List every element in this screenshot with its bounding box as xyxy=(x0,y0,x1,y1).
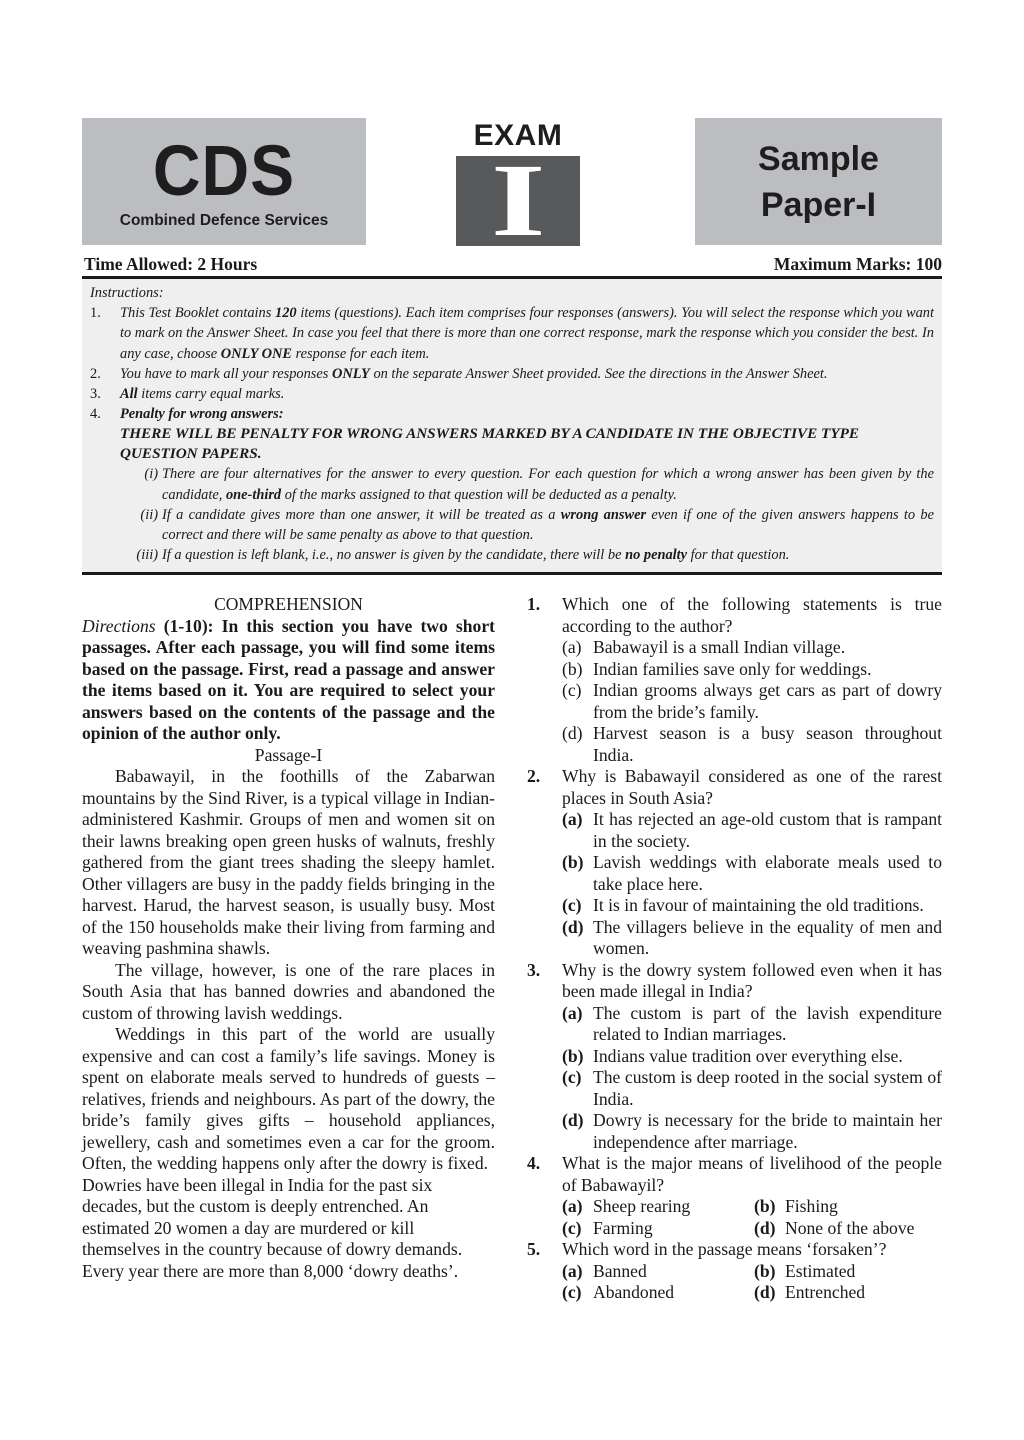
instruction-item xyxy=(90,364,934,384)
instruction-item xyxy=(90,404,934,424)
option-label: (b) xyxy=(754,1260,776,1281)
question-text: Why is Babawayil considered as one of the rarest places in South Asia? xyxy=(562,766,942,808)
exam-label: EXAM xyxy=(473,119,563,152)
passage-title: Passage-I xyxy=(254,744,323,765)
instruction-bold: ONLY xyxy=(332,365,370,382)
option[interactable] xyxy=(562,852,942,895)
sub-item-text: for that question. xyxy=(687,547,790,564)
directions-label: Directions xyxy=(82,615,156,636)
penalty-sub-item xyxy=(90,505,934,545)
maximum-marks: Maximum Marks: 100 xyxy=(773,254,942,274)
options-grid xyxy=(562,1261,942,1304)
option-label: (a) xyxy=(562,1260,583,1281)
question-text: Why is the dowry system followed even when it has been made illegal in India? xyxy=(562,959,942,1001)
option[interactable] xyxy=(562,1110,942,1153)
sub-item-number: (ii) xyxy=(140,506,158,523)
question-text: Which one of the following statements is true according to the author? xyxy=(562,594,942,636)
question-2 xyxy=(527,766,942,960)
option-label: (c) xyxy=(562,680,582,700)
option-label: (d) xyxy=(754,1282,776,1302)
option-text: Indian families save only for weddings. xyxy=(593,658,872,679)
question-number: 3. xyxy=(527,959,541,980)
question-number: 4. xyxy=(527,1153,541,1173)
question-4 xyxy=(527,1153,942,1239)
option-text: Entrenched xyxy=(785,1282,866,1302)
option-text: It has rejected an age-old custom that is rampant in the society. xyxy=(593,809,942,851)
question-text: Which word in the passage means ‘forsaken’? xyxy=(562,1239,887,1259)
sub-item-text: If a candidate gives more than one answer, it will be treated as a xyxy=(162,506,561,523)
sample-paper-title-line2: Paper-I xyxy=(760,186,877,224)
option-label: (c) xyxy=(562,1067,582,1087)
option-label: (b) xyxy=(754,1196,776,1216)
question-5 xyxy=(527,1239,942,1304)
option[interactable] xyxy=(562,1218,754,1240)
instruction-bold: 120 xyxy=(275,305,297,322)
question-3 xyxy=(527,960,942,1154)
instruction-item xyxy=(90,384,934,404)
option-text: Fishing xyxy=(785,1196,838,1216)
option[interactable] xyxy=(562,723,942,766)
option[interactable] xyxy=(562,1196,754,1218)
option[interactable] xyxy=(562,1003,942,1046)
exam-numeral-box xyxy=(456,143,580,258)
cds-subtitle: Combined Defence Services xyxy=(119,212,329,229)
instruction-text: on the separate Answer Sheet provided. See the directions in the Answer Sheet. xyxy=(369,365,828,382)
directions xyxy=(82,616,495,745)
option-label: (b) xyxy=(562,1045,584,1066)
option-text: Indians value tradition over everything else. xyxy=(593,1045,903,1066)
option[interactable] xyxy=(562,637,942,659)
option[interactable] xyxy=(562,1282,754,1304)
option-text: Harvest season is a busy season throughout India. xyxy=(593,723,942,765)
penalty-sub-item xyxy=(90,545,934,565)
passage-paragraph: Weddings in this part of the world are usually expensive and can cost a family’s life savings. Money is spent on elaborate meals served to hundreds of guests – relatives, friends and neighbours. As part of the dowry, the bride’s family gives gifts – household appliances, jewellery, cash and sometimes even a car for the groom. Often, the wedding happens only after the dowry is fixed. xyxy=(82,1024,495,1173)
instruction-text: items (questions). Each item comprises four responses (answers). You will select the response which you want to mark on the Answer Sheet. In case you feel that there is more than one correct response, mark the response which you consider the best. In any case, choose xyxy=(120,305,934,362)
question-number: 1. xyxy=(527,594,541,614)
option[interactable] xyxy=(754,1218,942,1240)
instructions-box xyxy=(82,279,942,572)
option-text: It is in favour of maintaining the old traditions. xyxy=(593,895,924,915)
sub-item-text: even if one of the given answers happens to be correct and there will be same penalty as above to that question. xyxy=(162,506,935,544)
option[interactable] xyxy=(754,1261,942,1283)
instruction-text: You have to mark all your responses xyxy=(120,365,332,382)
option-label: (c) xyxy=(562,895,582,915)
passage-paragraph: Babawayil, in the foothills of the Zabarwan mountains by the Sind River, is a typical village in Indian-administered Kashmir. Groups of men and women sit on their lawns breaking open green husks of walnuts, freshly gathered from the giant trees shading the sleepy hamlet. Other villagers are busy in the paddy fields bringing in the harvest. Harud, the harvest season, is usually busy. Most of the 150 households make their living from farming and weaving pashmina shawls. xyxy=(82,766,495,958)
option-label: (d) xyxy=(562,723,583,743)
time-allowed: Time Allowed: 2 Hours xyxy=(84,254,258,274)
sub-item-number: (i) xyxy=(144,466,158,483)
penalty-sub-item xyxy=(90,464,934,504)
option[interactable] xyxy=(562,895,942,917)
sample-paper-box xyxy=(695,118,942,245)
instruction-text: This Test Booklet contains xyxy=(120,305,276,322)
question-number: 2. xyxy=(527,766,541,786)
instruction-item xyxy=(90,303,934,364)
option-label: (d) xyxy=(562,916,584,937)
option-text: Indian grooms always get cars as part of dowry from the bride’s family. xyxy=(593,680,942,722)
option-label: (d) xyxy=(562,1110,584,1130)
sub-item-text: If a question is left blank, i.e., no answer is given by the candidate, there will be xyxy=(162,547,626,564)
option[interactable] xyxy=(562,917,942,960)
options-grid xyxy=(562,1196,942,1239)
sample-paper-title-line1: Sample xyxy=(758,140,879,178)
instruction-bold: ONLY ONE xyxy=(220,345,292,362)
instruction-number: 2. xyxy=(90,365,101,382)
instruction-bold: All xyxy=(120,386,138,403)
sub-item-text: There are four alternatives for the answer to every question. For each question for which a wrong answer has been given by the candidate, xyxy=(162,466,934,503)
sub-item-bold: wrong answer xyxy=(560,506,647,523)
option-label: (a) xyxy=(562,637,582,657)
sub-item-number: (iii) xyxy=(136,547,158,564)
question-text: What is the major means of livelihood of the people of Babawayil? xyxy=(562,1153,942,1195)
passage-paragraph: The village, however, is one of the rare places in South Asia that has banned dowries and abandoned the custom of throwing lavish weddings. xyxy=(82,959,495,1023)
directions-text: (1-10): In this section you have two short passages. After each passage, you will find some items based on the passage. First, read a passage and answer the items based on it. You are required to select your answers based on the contents of the passage and the opinion of the author only. xyxy=(82,615,495,743)
sub-item-bold: one-third xyxy=(225,486,282,503)
option-label: (b) xyxy=(562,658,583,679)
option[interactable] xyxy=(562,659,942,681)
penalty-heading: Penalty for wrong answers: xyxy=(120,406,284,423)
sample-paper-title xyxy=(695,136,942,228)
instruction-text: items carry equal marks. xyxy=(137,386,285,403)
penalty-notice: THERE WILL BE PENALTY FOR WRONG ANSWERS MARKED BY A CANDIDATE IN THE OBJECTIVE TYPE QUESTION PAPERS. xyxy=(120,425,859,463)
instruction-number: 1. xyxy=(90,305,101,322)
option[interactable] xyxy=(754,1196,942,1218)
option[interactable] xyxy=(562,809,942,852)
option[interactable] xyxy=(754,1282,942,1304)
comprehension-column xyxy=(82,594,495,1282)
option-label: (a) xyxy=(562,1002,583,1023)
option-text: Estimated xyxy=(785,1260,856,1281)
option[interactable] xyxy=(562,1261,754,1283)
instruction-number: 3. xyxy=(90,386,101,403)
sub-item-text: of the marks assigned to that question will be deducted as a penalty. xyxy=(281,486,677,503)
divider-bottom xyxy=(82,572,942,575)
instructions-heading: Instructions: xyxy=(90,285,164,301)
option-text: The villagers believe in the equality of men and women. xyxy=(593,916,942,958)
sub-item-bold: no penalty xyxy=(625,547,688,564)
option-text: Dowry is necessary for the bride to maintain her independence after marriage. xyxy=(593,1110,942,1152)
option-text: Banned xyxy=(593,1260,647,1281)
option-text: Abandoned xyxy=(593,1282,675,1302)
option[interactable] xyxy=(562,680,942,723)
passage-paragraph: Dowries have been illegal in India for the past six decades, but the custom is deeply entrenched. An estimated 20 women a day are murdered or kill themselves in the country because of dowry demands. Every year there are more than 8,000 ‘dowry deaths’. xyxy=(82,1174,463,1281)
cds-logo-box xyxy=(82,118,366,245)
question-number: 5. xyxy=(527,1239,541,1259)
option-label: (d) xyxy=(754,1217,776,1238)
option-text: The custom is part of the lavish expenditure related to Indian marriages. xyxy=(593,1002,942,1044)
section-heading: COMPREHENSION xyxy=(214,594,363,614)
option-text: The custom is deep rooted in the social system of India. xyxy=(593,1067,942,1109)
option[interactable] xyxy=(562,1067,942,1110)
option-label: (a) xyxy=(562,809,583,829)
option-label: (c) xyxy=(562,1217,582,1238)
option-text: None of the above xyxy=(785,1217,915,1238)
cds-title: CDS xyxy=(152,130,296,210)
instruction-text: response for each item. xyxy=(291,345,430,362)
option[interactable] xyxy=(562,1046,942,1068)
option-label: (b) xyxy=(562,852,584,872)
instruction-number: 4. xyxy=(90,406,101,423)
question-1 xyxy=(527,594,942,766)
questions-column xyxy=(527,594,942,1304)
option-text: Farming xyxy=(593,1217,653,1238)
option-text: Babawayil is a small Indian village. xyxy=(593,637,846,657)
exam-numeral: I xyxy=(490,143,546,258)
option-label: (a) xyxy=(562,1196,583,1216)
option-label: (c) xyxy=(562,1282,582,1302)
option-text: Sheep rearing xyxy=(593,1196,691,1216)
option-text: Lavish weddings with elaborate meals used to take place here. xyxy=(593,852,942,894)
